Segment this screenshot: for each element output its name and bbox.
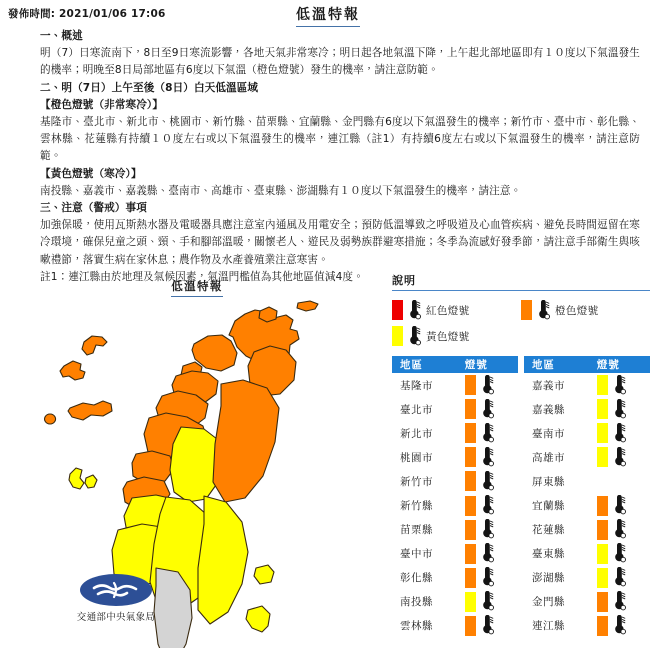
region-signal [459, 591, 518, 612]
region-name: 新竹市 [400, 475, 433, 488]
thermometer-icon [610, 399, 626, 420]
color-swatch-orange [465, 423, 476, 443]
region-table-left [392, 356, 518, 638]
yellow-signal-heading: 【黃色燈號（寒冷）】 [40, 167, 142, 180]
region-signal [459, 495, 518, 516]
color-swatch-orange [597, 496, 608, 516]
issue-time: 發佈時間: 2021/01/06 17:06 [8, 8, 166, 20]
color-swatch-orange [597, 592, 608, 612]
region-rows-right [524, 373, 650, 638]
thermometer-icon [610, 543, 626, 564]
region-signal [591, 543, 650, 564]
legend-panel [392, 272, 650, 638]
region-signal [591, 447, 650, 468]
cwb-emblem-icon [80, 574, 152, 606]
region-signal [459, 375, 518, 396]
region-name: 臺南市 [532, 427, 565, 440]
map-title-text: 低溫特報 [171, 278, 223, 297]
color-swatch-orange [465, 399, 476, 419]
column-header-signal: 燈號 [464, 359, 488, 371]
region-name: 雲林縣 [400, 620, 433, 633]
thermometer-icon [610, 375, 626, 396]
thermometer-icon [610, 423, 626, 444]
thermometer-icon [610, 519, 626, 540]
table-row[interactable] [392, 421, 518, 445]
thermometer-icon [478, 591, 494, 612]
color-swatch-yellow [392, 326, 403, 346]
thermometer-icon [478, 543, 494, 564]
thermometer-icon [610, 615, 626, 636]
table-row[interactable] [524, 614, 650, 638]
thermometer-icon [478, 495, 494, 516]
region-kinmen-islet [45, 414, 56, 424]
legend-item-orange[interactable] [521, 300, 650, 321]
table-row[interactable] [524, 566, 650, 590]
legend-label-yellow: 黃色燈號 [426, 330, 470, 343]
color-swatch-orange [465, 375, 476, 395]
thermometer-icon [478, 423, 494, 444]
color-swatch-yellow [597, 399, 608, 419]
table-header-row [392, 356, 518, 373]
thermometer-icon [405, 326, 421, 347]
region-name: 苗栗縣 [400, 524, 433, 537]
table-row[interactable] [392, 397, 518, 421]
region-name: 新竹縣 [400, 500, 433, 513]
region-matsu-a [82, 336, 107, 355]
table-row[interactable] [392, 590, 518, 614]
section-3-text: 加強保暖，使用瓦斯熱水器及電暖器具應注意室內通風及用電安全；預防低溫導致之呼吸道及心血管疾病、避免長時間逗留在寒冷環境，確保兒童之頭、頸、手和腳部溫暖，關懷老人、遊民及弱勢族群避寒措施；冬季為流感好發季節，請注意手部衛生與咳嗽禮節，落實生病在家休息；農作物及水產養殖業注意寒害。 [40, 219, 640, 266]
page-title [0, 4, 656, 27]
region-name: 嘉義縣 [532, 403, 565, 416]
region-name: 連江縣 [532, 620, 565, 633]
region-signal [591, 591, 650, 612]
table-row[interactable] [524, 397, 650, 421]
region-lienchiang [297, 301, 318, 311]
section-3-heading: 三、注意（警戒）事項 [40, 202, 147, 215]
color-swatch-orange [465, 568, 476, 588]
thermometer-icon [405, 300, 421, 321]
thermometer-icon [478, 399, 494, 420]
region-signal [591, 615, 650, 636]
color-swatch-yellow [597, 375, 608, 395]
table-row[interactable] [524, 493, 650, 517]
table-row[interactable] [524, 590, 650, 614]
table-row[interactable] [524, 469, 650, 493]
region-signal-tables [392, 356, 650, 638]
cwb-caption: 交通部中央氣象局 [76, 612, 156, 623]
color-swatch-yellow [465, 592, 476, 612]
table-row[interactable] [392, 469, 518, 493]
thermometer-icon [610, 567, 626, 588]
table-row[interactable] [392, 566, 518, 590]
region-name: 宜蘭縣 [532, 500, 565, 513]
region-signal [459, 399, 518, 420]
color-swatch-yellow [597, 423, 608, 443]
orange-signal-heading: 【橙色燈號（非常寒冷）】 [40, 98, 164, 111]
region-name: 臺東縣 [532, 548, 565, 561]
legend-label-red: 紅色燈號 [426, 304, 470, 317]
legend-list [392, 297, 650, 349]
region-name: 基隆市 [400, 379, 433, 392]
region-signal [459, 423, 518, 444]
thermometer-icon [478, 375, 494, 396]
table-row[interactable] [524, 542, 650, 566]
region-name: 嘉義市 [532, 379, 565, 392]
table-row[interactable] [392, 542, 518, 566]
region-signal [459, 567, 518, 588]
region-matsu-b [60, 361, 85, 380]
table-row[interactable] [392, 614, 518, 638]
region-taitung-islet-b [246, 606, 270, 632]
column-header-area: 地區 [532, 359, 555, 371]
legend-item-yellow[interactable] [392, 326, 521, 347]
thermometer-icon [610, 495, 626, 516]
section-2-heading: 二、明（7日）上午至後（8日）白天低溫區域 [40, 81, 259, 94]
thermometer-icon [478, 615, 494, 636]
report-body [40, 28, 640, 286]
table-row[interactable] [392, 445, 518, 469]
footnote: 註1：連江縣由於地理及氣候因素，氣溫門檻值為其他地區值減4度。 [40, 270, 364, 283]
region-name: 高雄市 [532, 451, 565, 464]
table-row[interactable] [524, 373, 650, 397]
color-swatch-orange [465, 520, 476, 540]
region-signal [591, 423, 650, 444]
thermometer-icon [610, 447, 626, 468]
region-name: 南投縣 [400, 596, 433, 609]
region-name: 澎湖縣 [532, 572, 565, 585]
region-signal [591, 519, 650, 540]
region-signal [591, 495, 650, 516]
legend-heading: 說明 [392, 272, 650, 291]
table-row[interactable] [392, 518, 518, 542]
thermometer-icon [478, 471, 494, 492]
region-signal [459, 543, 518, 564]
cwb-logo [56, 574, 176, 623]
region-signal [459, 519, 518, 540]
color-swatch-yellow [597, 544, 608, 564]
region-name: 臺北市 [400, 403, 433, 416]
region-signal [591, 375, 650, 396]
legend-line [392, 323, 650, 349]
region-name: 新北市 [400, 427, 433, 440]
table-row[interactable] [524, 445, 650, 469]
color-swatch-orange [597, 616, 608, 636]
color-swatch-yellow [597, 568, 608, 588]
region-signal [459, 447, 518, 468]
region-nantou-county [170, 427, 219, 502]
orange-signal-text: 基隆市、臺北市、新北市、桃園市、新竹縣、苗栗縣、宜蘭縣、金門縣有6度以下氣溫發生的機率；新竹市、臺中市、彰化縣、雲林縣、花蓮縣有持續１０度左右或以下氣溫發生的機率，連江縣（註1）有持續6度左右或以下氣溫發生的機率，請注意防範。 [40, 116, 640, 163]
region-taitung-county [198, 496, 248, 624]
table-header-row [524, 356, 650, 373]
page-title-text: 低溫特報 [296, 4, 360, 27]
color-swatch-orange [597, 520, 608, 540]
color-swatch-orange [465, 496, 476, 516]
color-swatch-orange [465, 544, 476, 564]
region-signal [459, 615, 518, 636]
region-hualien-county [213, 380, 279, 502]
thermometer-icon [534, 300, 550, 321]
color-swatch-orange [521, 300, 532, 320]
legend-label-orange: 橙色燈號 [555, 304, 599, 317]
region-name: 金門縣 [532, 596, 565, 609]
region-name: 桃園市 [400, 451, 433, 464]
color-swatch-yellow [597, 447, 608, 467]
table-row[interactable] [524, 518, 650, 542]
map-panel [8, 278, 386, 650]
legend-line [392, 297, 650, 323]
region-signal [459, 471, 518, 492]
color-swatch-orange [465, 471, 476, 491]
thermometer-icon [478, 519, 494, 540]
section-1-heading: 一、概述 [40, 30, 83, 42]
table-row[interactable] [392, 373, 518, 397]
legend-item-red[interactable] [392, 300, 521, 321]
region-name: 臺中市 [400, 548, 433, 561]
region-keelung-city [259, 307, 277, 322]
region-signal [591, 399, 650, 420]
region-name: 花蓮縣 [532, 524, 565, 537]
region-penghu-b [85, 475, 97, 488]
thermometer-icon [610, 591, 626, 612]
region-rows-left [392, 373, 518, 638]
table-row[interactable] [524, 421, 650, 445]
region-penghu-a [69, 468, 84, 489]
region-taitung-islet-a [254, 565, 274, 584]
region-kinmen [68, 401, 112, 420]
region-signal [591, 567, 650, 588]
table-row[interactable] [392, 493, 518, 517]
color-swatch-orange [465, 616, 476, 636]
column-header-area: 地區 [400, 359, 423, 371]
region-name: 屏東縣 [532, 475, 565, 488]
yellow-signal-text: 南投縣、嘉義市、嘉義縣、臺南市、高雄市、臺東縣、澎湖縣有１０度以下氣溫發生的機率，請注意。 [40, 184, 522, 197]
region-name: 彰化縣 [400, 572, 433, 585]
column-header-signal: 燈號 [596, 359, 620, 371]
thermometer-icon [478, 567, 494, 588]
thermometer-icon [478, 447, 494, 468]
color-swatch-orange [465, 447, 476, 467]
section-1-text: 明（7）日寒流南下，8日至9日寒流影響，各地天氣非常寒冷；明日起各地氣溫下降，上午起北部地區即有１０度以下氣溫發生的機率；明晚至8日局部地區有6度以下氣溫（橙色燈號）發生的機率，請注意防範。 [40, 47, 640, 77]
color-swatch-red [392, 300, 403, 320]
region-table-right [524, 356, 650, 638]
